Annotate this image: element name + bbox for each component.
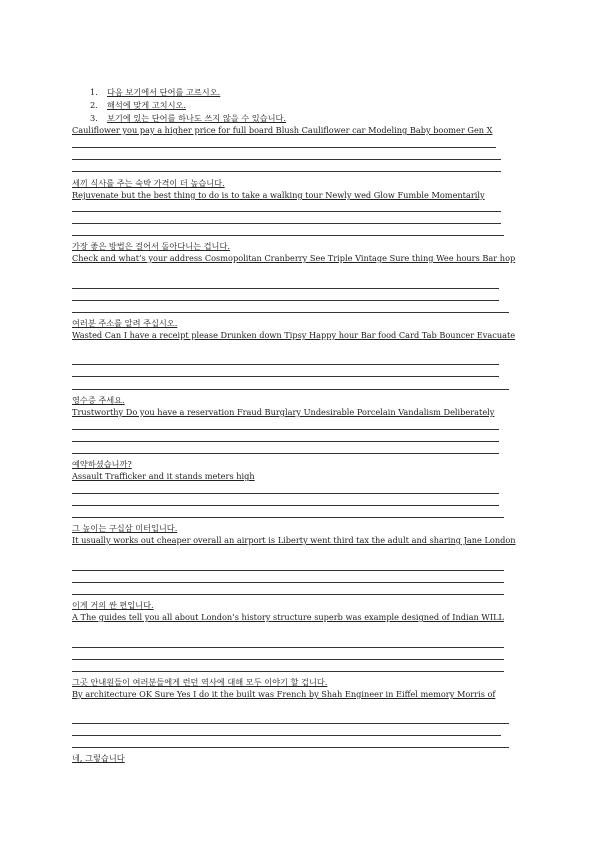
answer-line[interactable] bbox=[72, 235, 504, 236]
word-bank: Check and what’s your address Cosmopolitan Cranberry See Triple Vintage Sure thing Wee hours Bar hop bbox=[72, 253, 516, 263]
instruction-number: 3. bbox=[90, 113, 98, 123]
answer-line[interactable] bbox=[72, 159, 501, 160]
answer-line[interactable] bbox=[72, 376, 499, 377]
answer-line[interactable] bbox=[72, 171, 501, 172]
answer-line[interactable] bbox=[72, 582, 504, 583]
word-bank: Trustworthy Do you have a reservation Fraud Burglary Undesirable Porcelain Vandalism Deliberately bbox=[72, 407, 495, 417]
instruction-number: 2. bbox=[90, 100, 98, 110]
answer-line[interactable] bbox=[72, 723, 509, 724]
answer-line[interactable] bbox=[72, 441, 499, 442]
answer-line[interactable] bbox=[72, 288, 499, 289]
korean-sentence: 여러분 주소를 알려 주십시오. bbox=[72, 318, 178, 328]
korean-sentence: 이게 거의 싼 편입니다. bbox=[72, 600, 154, 610]
answer-line[interactable] bbox=[72, 312, 509, 313]
answer-line[interactable] bbox=[72, 223, 501, 224]
answer-line[interactable] bbox=[72, 570, 504, 571]
instruction-text: 보기에 있는 단어를 하나도 쓰지 않을 수 있습니다. bbox=[107, 113, 287, 123]
korean-sentence: 그 높이는 구십삼 미터입니다. bbox=[72, 523, 178, 533]
instruction-text: 해석에 맞게 고치시오. bbox=[107, 100, 186, 110]
answer-line[interactable] bbox=[72, 389, 509, 390]
answer-line[interactable] bbox=[72, 747, 509, 748]
korean-sentence: 세끼 식사를 주는 숙박 가격이 더 높습니다. bbox=[72, 178, 225, 188]
answer-line[interactable] bbox=[72, 517, 504, 518]
answer-line[interactable] bbox=[72, 671, 504, 672]
korean-sentence: 네, 그렇습니다 bbox=[72, 753, 125, 763]
korean-sentence: 가장 좋은 방법은 걸어서 돌아다니는 겁니다. bbox=[72, 241, 230, 251]
word-bank: Rejuvenate but the best thing to do is to take a walking tour Newly wed Glow Fumble Momentarily bbox=[72, 190, 485, 200]
korean-sentence: 영수증 주세요. bbox=[72, 395, 125, 405]
answer-line[interactable] bbox=[72, 493, 499, 494]
word-bank: Cauliflower you pay a higher price for full board Blush Cauliflower car Modeling Baby boomer Gen X bbox=[72, 125, 493, 135]
korean-sentence: 그곳 안내원들이 여러분들에게 런던 역사에 대해 모두 이야기 할 겁니다. bbox=[72, 677, 328, 687]
answer-line[interactable] bbox=[72, 735, 501, 736]
instruction-text: 다음 보기에서 단어를 고르시오. bbox=[107, 87, 221, 97]
answer-line[interactable] bbox=[72, 647, 504, 648]
word-bank: It usually works out cheaper overall an airport is Liberty went third tax the adult and sharing Jane London bbox=[72, 535, 516, 545]
answer-line[interactable] bbox=[72, 505, 499, 506]
answer-line[interactable] bbox=[72, 364, 499, 365]
korean-sentence: 예약하셨습니까? bbox=[72, 459, 132, 469]
answer-line[interactable] bbox=[72, 453, 499, 454]
answer-line[interactable] bbox=[72, 659, 504, 660]
word-bank: Wasted Can I have a receipt please Drunken down Tipsy Happy hour Bar food Card Tab Bouncer Evacuate bbox=[72, 330, 516, 340]
answer-line[interactable] bbox=[72, 147, 496, 148]
word-bank: Assault Trafficker and it stands meters high bbox=[72, 471, 255, 481]
instruction-number: 1. bbox=[90, 87, 98, 97]
answer-line[interactable] bbox=[72, 211, 501, 212]
word-bank: A The guides tell you all about London’s history structure superb was example designed of Indian WILL bbox=[72, 612, 504, 622]
answer-line[interactable] bbox=[72, 429, 499, 430]
answer-line[interactable] bbox=[72, 594, 504, 595]
word-bank: By architecture OK Sure Yes I do it the built was French by Shah Engineer in Eiffel memory Morris of bbox=[72, 689, 496, 699]
answer-line[interactable] bbox=[72, 300, 499, 301]
